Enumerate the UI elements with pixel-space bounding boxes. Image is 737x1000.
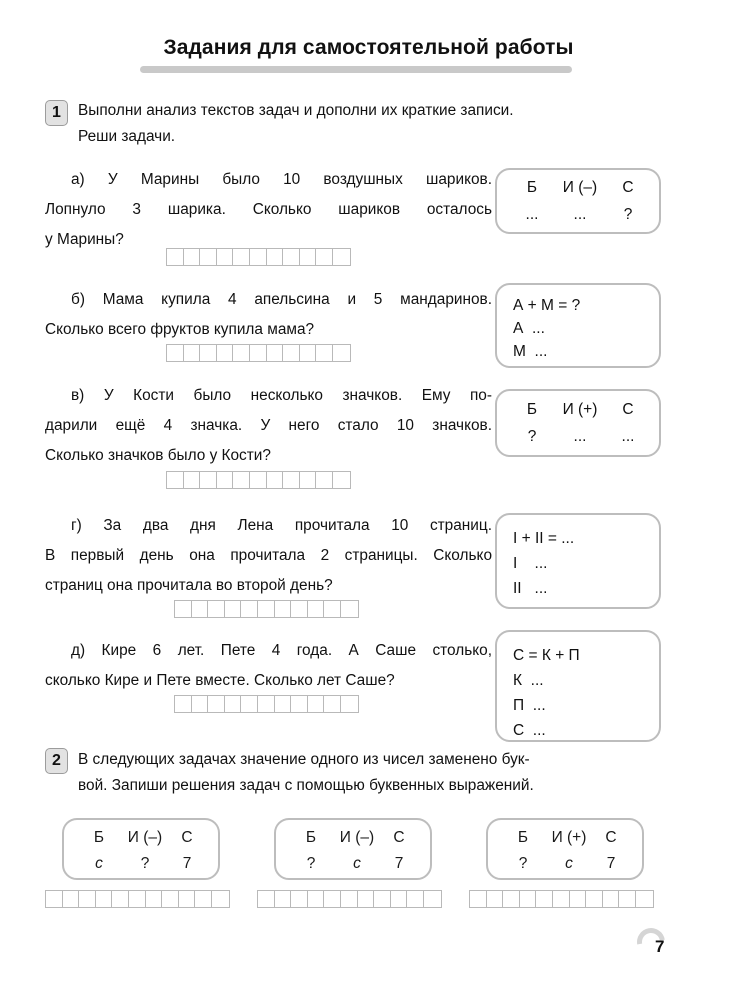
answer-cell[interactable] [162,891,179,907]
problem-b-line-1: б) Мама купила 4 апельсина и 5 мандаринов. [71,291,492,308]
answer-cell[interactable] [308,891,325,907]
scheme-a-header-3: С [622,179,634,196]
scheme-2-2-value-3: 7 [394,855,404,872]
scheme-2-2-value-2: с [353,855,361,872]
scheme-2-3-value-1: ? [518,855,528,872]
answer-cell[interactable] [308,601,325,617]
scheme-v-header-row [513,401,659,419]
scheme-2-1-value-2: ? [140,855,150,872]
answer-grid-g[interactable] [174,600,359,618]
answer-cell[interactable] [636,891,653,907]
scheme-box-a [495,168,661,234]
problem-g-line-3: страниц она прочитала во второй день? [45,577,333,594]
answer-cell[interactable] [291,696,308,712]
task-2-instruction [78,747,662,799]
answer-grid-2-2[interactable] [257,890,442,908]
scheme-v-value-2: ... [573,428,587,445]
answer-cell[interactable] [300,345,317,361]
scheme-box-b [495,283,661,368]
answer-grid-d[interactable] [174,695,359,713]
answer-cell[interactable] [233,472,250,488]
scheme-g-line-2: I ... [513,555,548,572]
task-1-instruction-line-1: Выполни анализ текстов задач и дополни их краткие записи. [78,102,514,119]
scheme-2-1-value-1: с [95,855,103,872]
problem-v-line-2: дарили ещё 4 значка. У него стало 10 значков. [45,417,492,434]
answer-cell[interactable] [291,601,308,617]
scheme-box-2-2 [274,818,432,880]
scheme-d-line-3: П ... [513,697,546,714]
answer-grid-b[interactable] [166,344,351,362]
answer-cell[interactable] [258,696,275,712]
task-number-badge-1: 1 [45,100,68,126]
page-number-arc-icon [632,923,671,962]
scheme-2-2-value-1: ? [306,855,316,872]
answer-cell[interactable] [146,891,163,907]
answer-cell[interactable] [300,249,317,265]
scheme-2-1-header-3: С [181,829,193,846]
scheme-a-value-3: ? [623,206,633,223]
answer-cell[interactable] [258,891,275,907]
answer-cell[interactable] [291,891,308,907]
answer-cell[interactable] [520,891,537,907]
scheme-2-2-value-row [276,855,430,873]
scheme-a-value-1: ... [525,206,539,223]
problem-a-text [45,165,492,255]
answer-cell[interactable] [241,696,258,712]
answer-cell[interactable] [358,891,375,907]
answer-cell[interactable] [167,249,184,265]
answer-cell[interactable] [619,891,636,907]
scheme-2-1-header-1: Б [93,829,105,846]
scheme-a-header-2: И (–) [562,179,598,196]
answer-cell[interactable] [503,891,520,907]
scheme-2-3-header-2: И (+) [551,829,587,846]
scheme-box-g [495,513,661,609]
answer-cell[interactable] [184,249,201,265]
answer-grid-a[interactable] [166,248,351,266]
answer-cell[interactable] [267,472,284,488]
scheme-b-line-2: А ... [513,320,545,337]
answer-cell[interactable] [341,601,358,617]
scheme-2-2-header-1: Б [305,829,317,846]
answer-cell[interactable] [603,891,620,907]
answer-cell[interactable] [283,249,300,265]
scheme-v-header-1: Б [526,401,538,418]
answer-cell[interactable] [184,345,201,361]
answer-cell[interactable] [283,345,300,361]
problem-v-line-3: Сколько значков было у Кости? [45,447,271,464]
answer-cell[interactable] [570,891,587,907]
answer-cell[interactable] [96,891,113,907]
scheme-d-line-1: С = К + П [513,647,580,664]
scheme-v-header-3: С [622,401,634,418]
scheme-2-3-value-2: с [565,855,573,872]
answer-cell[interactable] [424,891,441,907]
answer-cell[interactable] [225,601,242,617]
scheme-b-line-1: А + М = ? [513,297,581,314]
scheme-2-3-header-row [488,829,642,847]
answer-cell[interactable] [333,345,350,361]
answer-cell[interactable] [324,601,341,617]
problem-d-text [45,636,492,696]
page-number [637,928,697,968]
answer-cell[interactable] [258,601,275,617]
answer-cell[interactable] [316,249,333,265]
answer-cell[interactable] [333,472,350,488]
answer-cell[interactable] [267,249,284,265]
scheme-d-line-2: К ... [513,672,544,689]
title-underline-rule [140,66,572,73]
scheme-v-header-2: И (+) [562,401,598,418]
answer-cell[interactable] [275,891,292,907]
scheme-box-2-1 [62,818,220,880]
answer-cell[interactable] [407,891,424,907]
scheme-d-line-4: С ... [513,722,546,739]
answer-cell[interactable] [341,891,358,907]
answer-cell[interactable] [341,696,358,712]
answer-cell[interactable] [374,891,391,907]
scheme-2-2-header-row [276,829,430,847]
answer-cell[interactable] [267,345,284,361]
answer-cell[interactable] [250,472,267,488]
answer-cell[interactable] [324,891,341,907]
answer-cell[interactable] [208,601,225,617]
answer-cell[interactable] [112,891,129,907]
scheme-a-header-row [513,179,659,197]
answer-cell[interactable] [175,601,192,617]
answer-cell[interactable] [217,345,234,361]
answer-cell[interactable] [179,891,196,907]
answer-cell[interactable] [167,345,184,361]
problem-a-line-2: Лопнуло 3 шарика. Сколько шариков осталось [45,201,492,218]
problem-v-text [45,381,492,471]
page-title-text: Задания для самостоятельной работы [163,36,574,59]
answer-cell[interactable] [200,345,217,361]
answer-cell[interactable] [586,891,603,907]
scheme-v-value-1: ? [527,428,537,445]
answer-cell[interactable] [283,472,300,488]
answer-grid-2-3[interactable] [469,890,654,908]
scheme-2-3-value-3: 7 [606,855,616,872]
task-2-instruction-line-1: В следующих задачах значение одного из чисел заменено бук- [78,751,530,768]
scheme-2-3-header-3: С [605,829,617,846]
answer-cell[interactable] [200,472,217,488]
task-1-instruction-line-2: Реши задачи. [78,128,176,145]
answer-cell[interactable] [167,472,184,488]
answer-cell[interactable] [324,696,341,712]
scheme-g-line-3: II ... [513,580,548,597]
scheme-2-3-header-1: Б [517,829,529,846]
page-title [0,36,737,67]
problem-a-line-1: а) У Марины было 10 воздушных шариков. [71,171,492,188]
scheme-b-line-3: М ... [513,343,548,360]
answer-cell[interactable] [129,891,146,907]
scheme-box-d [495,630,661,742]
scheme-v-value-row [513,428,659,446]
answer-cell[interactable] [217,249,234,265]
answer-cell[interactable] [241,601,258,617]
answer-cell[interactable] [192,601,209,617]
problem-b-text [45,285,492,345]
answer-cell[interactable] [79,891,96,907]
answer-cell[interactable] [275,601,292,617]
scheme-2-1-value-3: 7 [182,855,192,872]
scheme-2-1-header-2: И (–) [127,829,163,846]
task-1-instruction [78,98,662,150]
scheme-g-line-1: I + II = ... [513,530,575,547]
task-number-badge-2: 2 [45,748,68,774]
answer-cell[interactable] [175,696,192,712]
scheme-a-value-row [513,206,659,224]
scheme-a-header-1: Б [526,179,538,196]
problem-a-line-3: у Марины? [45,231,124,248]
answer-cell[interactable] [212,891,229,907]
answer-cell[interactable] [184,472,201,488]
scheme-a-value-2: ... [573,206,587,223]
answer-cell[interactable] [46,891,63,907]
scheme-v-value-3: ... [621,428,635,445]
scheme-box-v [495,389,661,457]
answer-cell[interactable] [250,345,267,361]
answer-cell[interactable] [63,891,80,907]
answer-cell[interactable] [195,891,212,907]
scheme-2-3-value-row [488,855,642,873]
answer-cell[interactable] [316,345,333,361]
answer-cell[interactable] [300,472,317,488]
answer-cell[interactable] [250,249,267,265]
problem-b-line-2: Сколько всего фруктов купила мама? [45,321,315,338]
problem-d-line-1: д) Кире 6 лет. Пете 4 года. А Саше столько, [71,642,492,659]
answer-cell[interactable] [192,696,209,712]
answer-cell[interactable] [308,696,325,712]
task-2-instruction-line-2: вой. Запиши решения задач с помощью буквенных выражений. [78,777,534,794]
scheme-2-2-header-2: И (–) [339,829,375,846]
scheme-box-2-3 [486,818,644,880]
answer-cell[interactable] [208,696,225,712]
answer-cell[interactable] [536,891,553,907]
answer-cell[interactable] [233,345,250,361]
answer-cell[interactable] [233,249,250,265]
scheme-2-1-value-row [64,855,218,873]
answer-cell[interactable] [225,696,242,712]
answer-cell[interactable] [316,472,333,488]
answer-cell[interactable] [217,472,234,488]
answer-cell[interactable] [333,249,350,265]
answer-grid-2-1[interactable] [45,890,230,908]
problem-g-line-1: г) За два дня Лена прочитала 10 страниц. [71,517,492,534]
problem-d-line-2: сколько Кире и Пете вместе. Сколько лет Саше? [45,672,395,689]
problem-g-line-2: В первый день она прочитала 2 страницы. Сколько [45,547,492,564]
scheme-2-1-header-row [64,829,218,847]
scheme-2-2-header-3: С [393,829,405,846]
answer-cell[interactable] [200,249,217,265]
page-number-text: 7 [655,937,665,956]
problem-v-line-1: в) У Кости было несколько значков. Ему по- [71,387,492,404]
answer-cell[interactable] [470,891,487,907]
answer-cell[interactable] [391,891,408,907]
answer-cell[interactable] [275,696,292,712]
answer-cell[interactable] [487,891,504,907]
problem-g-text [45,511,492,601]
answer-cell[interactable] [553,891,570,907]
answer-grid-v[interactable] [166,471,351,489]
